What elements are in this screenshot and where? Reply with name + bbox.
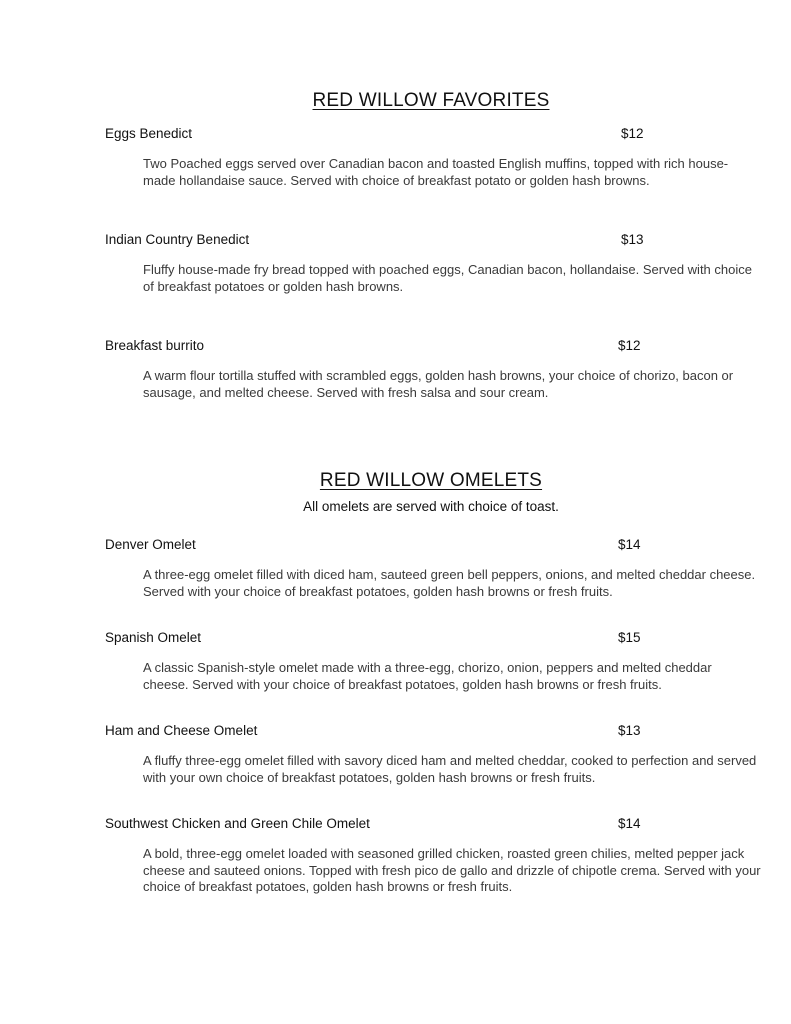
item-desc-breakfast-burrito: A warm flour tortilla stuffed with scrambled eggs, golden hash browns, your choice of chorizo, bacon or sausage, and melted cheese. Served with fresh salsa and sour cream. xyxy=(143,368,734,400)
item-desc-indian-country-benedict: Fluffy house-made fry bread topped with poached eggs, Canadian bacon, hollandaise. Served with choice of breakfast potatoes or golden hash browns. xyxy=(143,262,752,294)
item-price-ham-cheese-omelet: $13 xyxy=(618,723,641,738)
item-name-spanish-omelet: Spanish Omelet xyxy=(105,630,202,645)
item-desc-eggs-benedict: Two Poached eggs served over Canadian bacon and toasted English muffins, topped with rich house-made hollandaise sauce. Served with choice of breakfast potato or golden hash browns. xyxy=(143,156,729,188)
item-price-spanish-omelet: $15 xyxy=(618,630,641,645)
item-desc-spanish-omelet: A classic Spanish-style omelet made with a three-egg, chorizo, onion, peppers and melted cheddar cheese. Served with your choice of breakfast potatoes, golden hash browns or fresh fruits. xyxy=(143,660,712,692)
item-desc-denver-omelet: A three-egg omelet filled with diced ham, sauteed green bell peppers, onions, and melted cheddar cheese. Served with your choice of breakfast potatoes, golden hash browns or fresh fruits. xyxy=(143,567,756,599)
section-subtitle-omelets: All omelets are served with choice of toast. xyxy=(303,499,559,514)
item-name-ham-cheese-omelet: Ham and Cheese Omelet xyxy=(105,723,258,738)
item-name-indian-country-benedict: Indian Country Benedict xyxy=(105,232,250,247)
item-name-breakfast-burrito: Breakfast burrito xyxy=(105,338,205,353)
item-name-southwest-chicken-omelet: Southwest Chicken and Green Chile Omelet xyxy=(105,816,370,831)
item-price-denver-omelet: $14 xyxy=(618,537,641,552)
item-desc-southwest-chicken-omelet: A bold, three-egg omelet loaded with seasoned grilled chicken, roasted green chilies, melted pepper jack cheese and sauteed onions. Topped with fresh pico de gallo and drizzle of chipotle crema. Served with your choice of breakfast potatoes, golden hash browns or fresh fruits. xyxy=(143,846,761,895)
item-desc-ham-cheese-omelet: A fluffy three-egg omelet filled with savory diced ham and melted cheddar, cooked to perfection and served with your own choice of breakfast potatoes, golden hash browns or fresh fruits. xyxy=(143,753,757,785)
item-price-indian-country-benedict: $13 xyxy=(621,232,644,247)
item-price-breakfast-burrito: $12 xyxy=(618,338,641,353)
item-name-eggs-benedict: Eggs Benedict xyxy=(105,126,193,141)
item-name-denver-omelet: Denver Omelet xyxy=(105,537,196,552)
item-price-southwest-chicken-omelet: $14 xyxy=(618,816,641,831)
section-title-omelets: RED WILLOW OMELETS xyxy=(319,470,543,491)
item-price-eggs-benedict: $12 xyxy=(621,126,644,141)
section-title-favorites: RED WILLOW FAVORITES xyxy=(312,90,550,111)
